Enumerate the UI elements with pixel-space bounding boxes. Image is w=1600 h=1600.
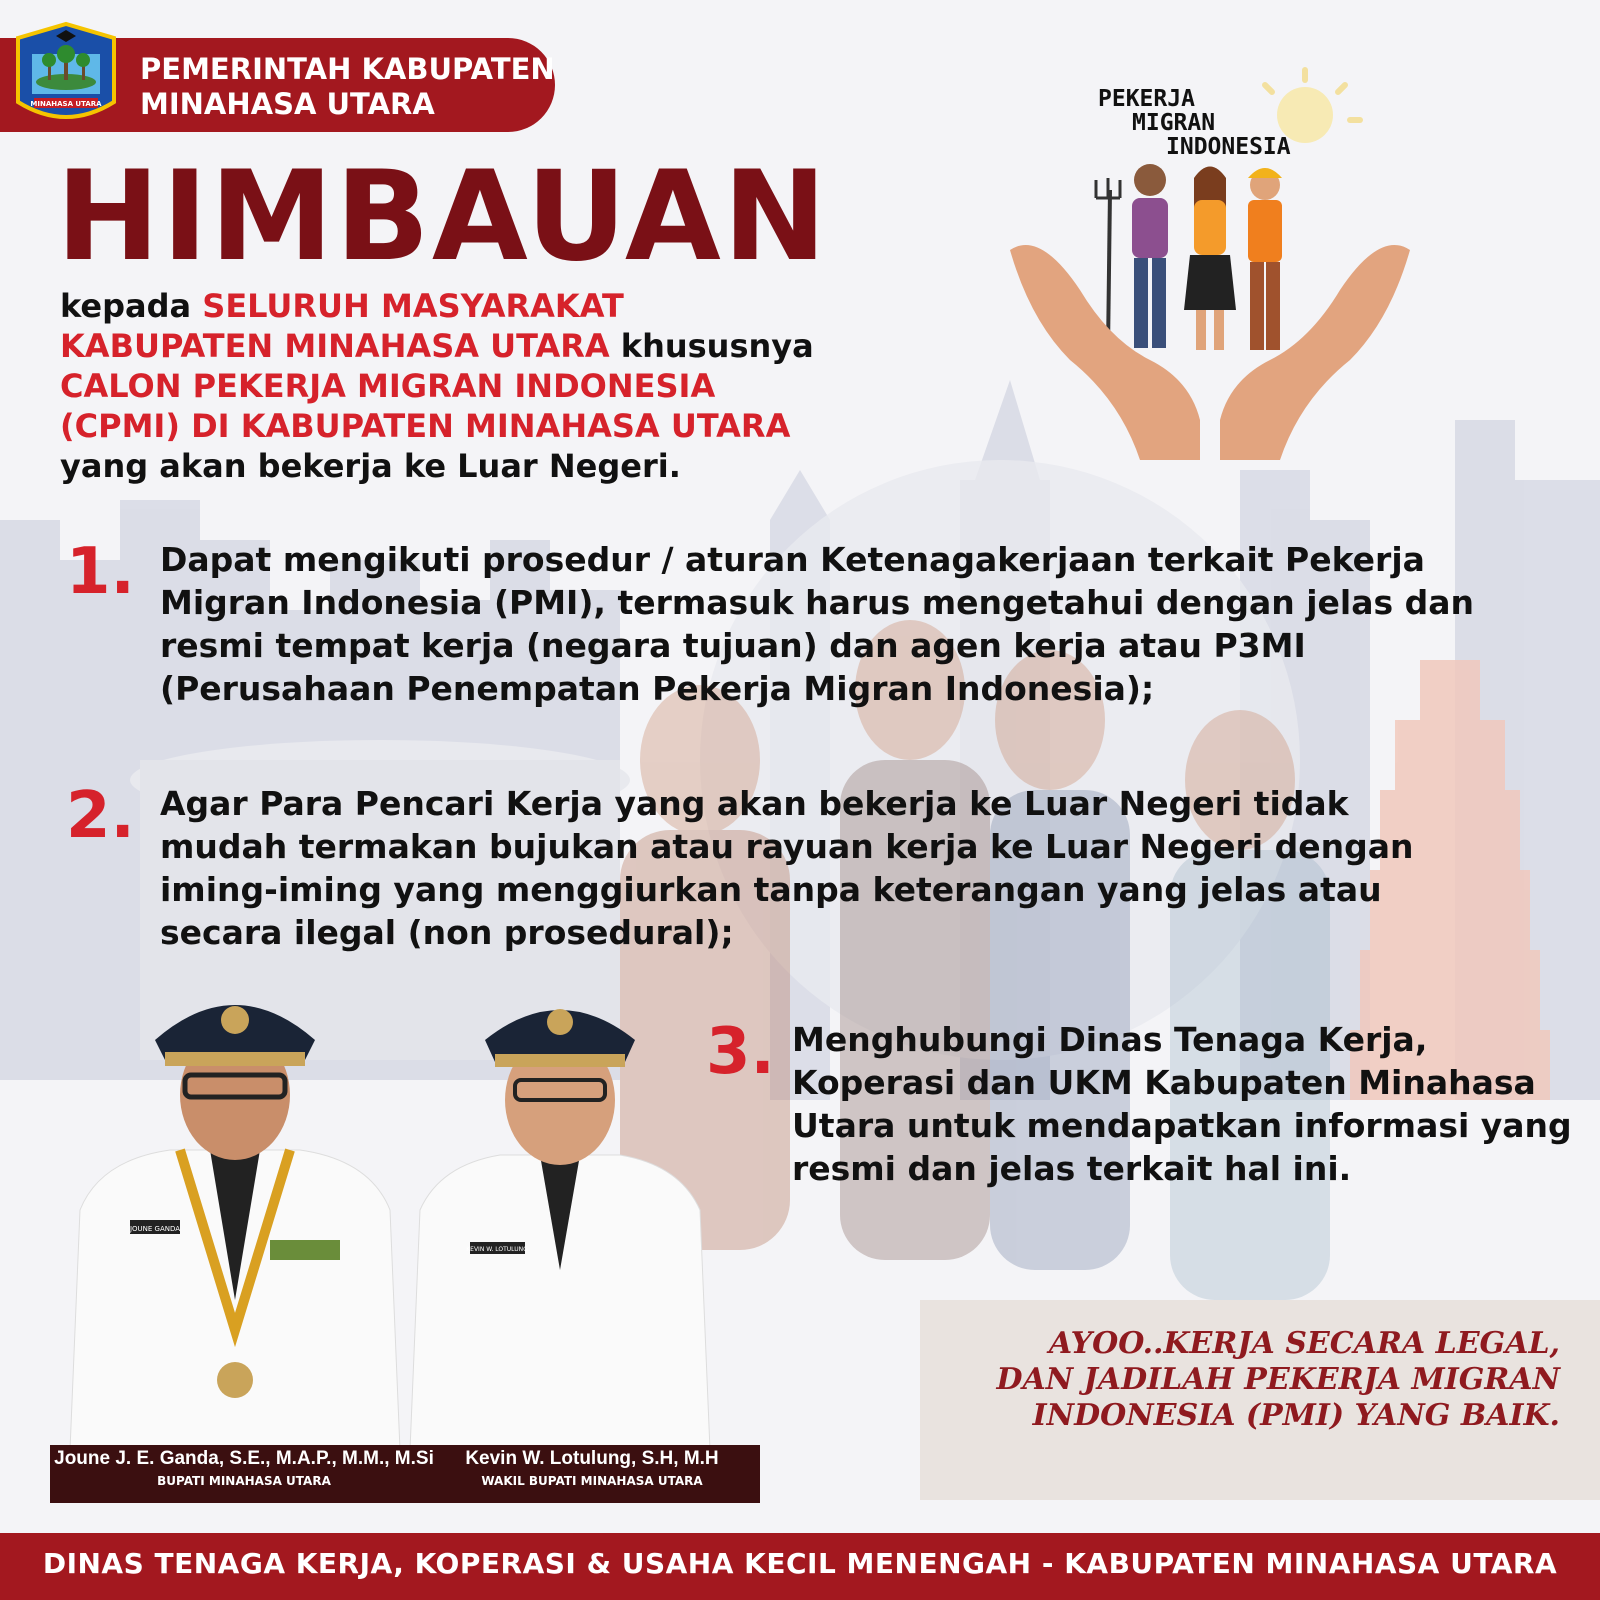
pmi-title-line3: INDONESIA: [1166, 134, 1291, 160]
pmi-title-line1: PEKERJA: [1098, 86, 1195, 112]
headline: HIMBAUAN: [56, 145, 829, 289]
point-3-text: Menghubungi Dinas Tenaga Kerja, Koperasi dan UKM Kabupaten Minahasa Utara untuk mendapatkan informasi yang resmi dan jelas terkait hal ini.: [792, 1020, 1572, 1188]
government-title: [140, 52, 555, 122]
intro-khususnya: khususnya: [609, 327, 814, 365]
intro-cpmi: CALON PEKERJA MIGRAN INDONESIA (CPMI) DI KABUPATEN MINAHASA UTARA: [60, 367, 791, 445]
official-2-name-tag: KEVIN W. LOTULUNG: [466, 1246, 528, 1253]
point-2-text: Agar Para Pencari Kerja yang akan bekerja ke Luar Negeri tidak mudah termakan bujukan atau rayuan kerja ke Luar Negeri dengan iming-iming yang menggiurkan tanpa keterangan yang jelas atau secara ilegal (non prosedural);: [160, 784, 1414, 952]
regency-logo: [10, 20, 122, 132]
official-2-figure: [410, 1009, 710, 1450]
official-1-name-tag: JOUNE GANDA: [129, 1225, 181, 1233]
official-1-name: Joune J. E. Ganda, S.E., M.A.P., M.M., M.Si: [54, 1448, 434, 1469]
slogan: [960, 1326, 1560, 1434]
intro-paragraph: [60, 286, 840, 486]
footer-text: DINAS TENAGA KERJA, KOPERASI & USAHA KECIL MENENGAH - KABUPATEN MINAHASA UTARA: [42, 1547, 1558, 1580]
intro-kepada: kepada: [60, 287, 203, 325]
point-1-number: 1.: [66, 535, 135, 609]
logo-caption: MINAHASA UTARA: [30, 100, 102, 108]
official-1-figure: [70, 1005, 400, 1450]
official-2-name: Kevin W. Lotulung, S.H, M.H: [465, 1448, 719, 1469]
gov-title-line1: PEMERINTAH KABUPATEN: [140, 52, 555, 86]
slogan-line1: AYOO..KERJA SECARA LEGAL,: [1048, 1326, 1560, 1361]
official-2-role: WAKIL BUPATI MINAHASA UTARA: [481, 1474, 703, 1488]
point-3-number: 3.: [706, 1015, 775, 1089]
intro-audience: SELURUH MASYARAKAT KABUPATEN MINAHASA UTARA: [60, 287, 624, 365]
point-1-text: Dapat mengikuti prosedur / aturan Ketenagakerjaan terkait Pekerja Migran Indonesia (PMI), termasuk harus mengetahui dengan jelas dan resmi tempat kerja (negara tujuan) dan agen kerja atau P3MI (Perusahaan Penempatan Pekerja Migran Indonesia);: [160, 540, 1475, 708]
official-1-role: BUPATI MINAHASA UTARA: [157, 1474, 331, 1488]
gov-title-line2: MINAHASA UTARA: [140, 87, 435, 121]
pmi-title-line2: MIGRAN: [1132, 110, 1216, 136]
pmi-illustration: [1000, 60, 1420, 480]
slogan-line2: DAN JADILAH PEKERJA MIGRAN: [996, 1362, 1560, 1397]
intro-tail: yang akan bekerja ke Luar Negeri.: [60, 447, 681, 485]
slogan-line3: INDONESIA (PMI) YANG BAIK.: [1032, 1398, 1560, 1433]
officials-portrait: [60, 980, 760, 1450]
point-2-number: 2.: [66, 779, 135, 853]
